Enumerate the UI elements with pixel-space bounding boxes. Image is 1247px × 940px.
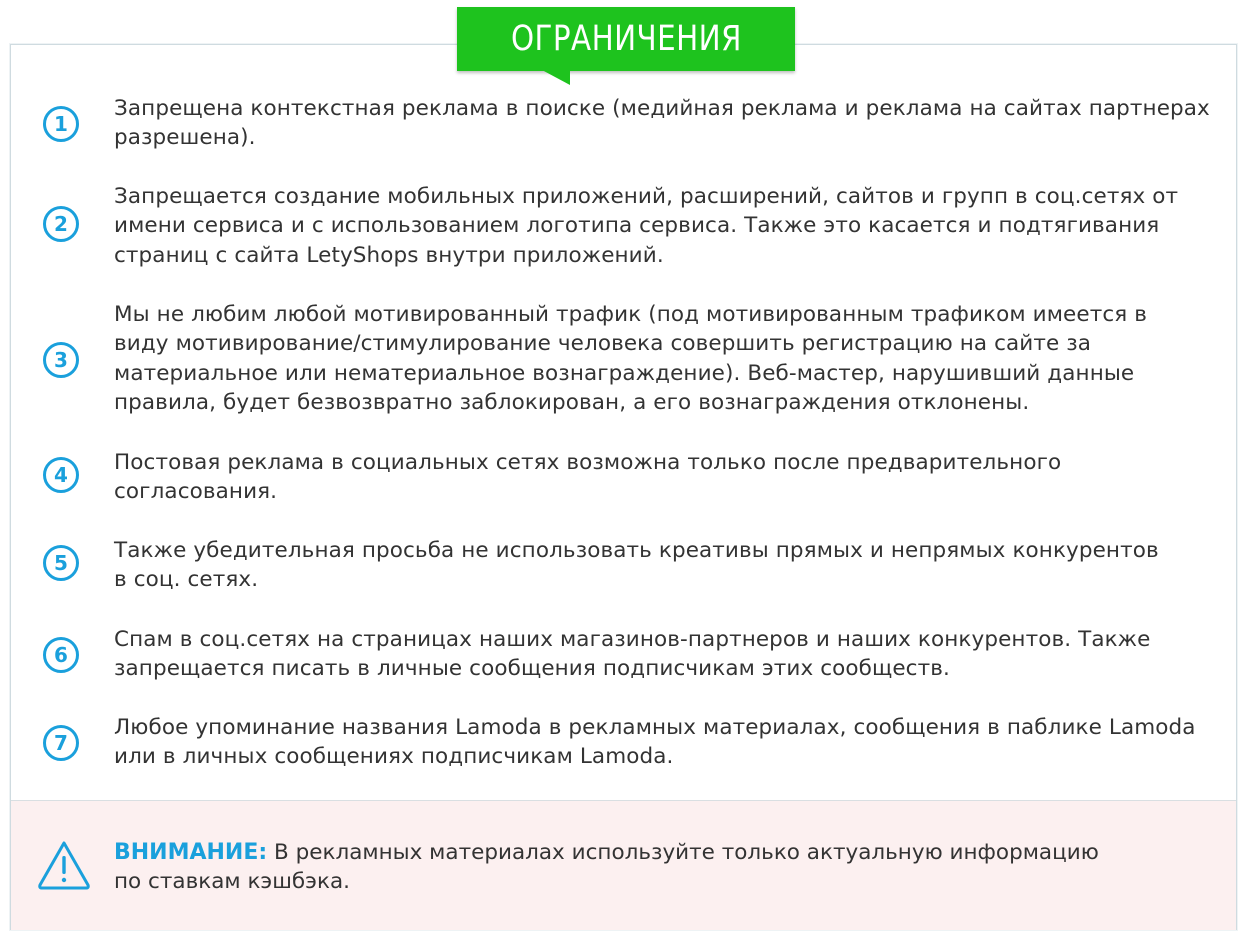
- text-line: Постовая реклама в социальных сетях возможна только после предварительного: [114, 450, 1062, 475]
- text-line: правила, будет безвозвратно заблокирован, а его вознаграждения отклонены.: [114, 389, 1030, 415]
- restriction-text: [114, 182, 1234, 270]
- attention-notice: [11, 800, 1236, 930]
- number-3-icon: 3: [43, 342, 79, 378]
- text-line: страниц с сайта LetyShops внутри приложений.: [114, 242, 664, 268]
- text-line: или в личных сообщениях подписчикам Lamoda.: [114, 744, 674, 770]
- notice-label: ВНИМАНИЕ:: [114, 840, 268, 865]
- text-line: согласования.: [114, 479, 278, 505]
- page-title: ОГРАНИЧЕНИЯ: [510, 19, 742, 59]
- notice-line-2: по ставкам кэшбэка.: [114, 869, 350, 895]
- text-line: Запрещается создание мобильных приложений, расширений, сайтов и групп в соц.сетях от: [114, 184, 1179, 209]
- text-line: запрещается писать в личные сообщения подписчикам этих сообществ.: [114, 656, 950, 682]
- text-line: материальное или нематериальное вознаграждение). Веб-мастер, нарушивший данные: [114, 360, 1135, 386]
- restriction-text: [114, 300, 1234, 417]
- text-line: Также убедительная просьба не использовать креативы прямых и непрямых конкурентов: [114, 538, 1159, 563]
- restriction-text: [114, 536, 1234, 595]
- number-6-icon: 6: [43, 637, 79, 673]
- text-line: разрешена).: [114, 125, 256, 151]
- number-2-icon: 2: [43, 206, 79, 242]
- notice-line-1: [114, 838, 1099, 867]
- restriction-text: [114, 94, 1234, 153]
- notice-text: [114, 838, 1099, 897]
- text-line: Запрещена контекстная реклама в поиске (медийная реклама и реклама на сайтах партнерах: [114, 96, 1210, 121]
- restriction-text: [114, 448, 1234, 507]
- number-5-icon: 5: [43, 545, 79, 581]
- title-badge-tail: [542, 70, 570, 85]
- warning-triangle-icon: [36, 839, 92, 891]
- restriction-text: [114, 625, 1234, 684]
- text-line: Спам в соц.сетях на страницах наших магазинов-партнеров и наших конкурентов. Также: [114, 627, 1151, 652]
- text-line: виду мотивирование/стимулирование человека совершить регистрацию на сайте за: [114, 331, 1092, 357]
- text-line: Любое упоминание названия Lamoda в рекламных материалах, сообщения в паблике Lamoda: [114, 715, 1196, 740]
- notice-message: В рекламных материалах используйте только актуальную информацию: [267, 840, 1099, 865]
- number-4-icon: 4: [43, 457, 79, 493]
- text-line: в соц. сетях.: [114, 567, 259, 593]
- title-badge: [457, 7, 795, 71]
- text-line: имени сервиса и с использованием логотипа сервиса. Также это касается и подтягивания: [114, 213, 1160, 239]
- number-7-icon: 7: [43, 725, 79, 761]
- number-1-icon: 1: [43, 106, 79, 142]
- text-line: Мы не любим любой мотивированный трафик (под мотивированным трафиком имеется в: [114, 302, 1147, 327]
- restriction-text: [114, 713, 1234, 772]
